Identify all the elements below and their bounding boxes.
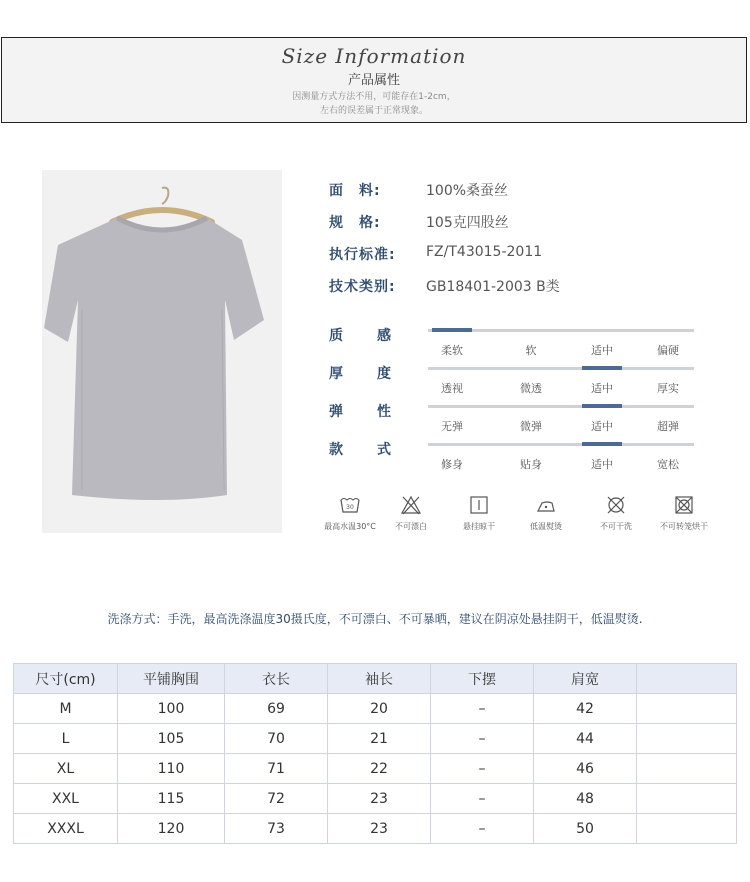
table-cell: XXXL [14, 814, 118, 844]
size-table-header-cell: 衣长 [225, 664, 328, 694]
table-cell: L [14, 724, 118, 754]
banner-note-line-2: 左右的误差属于正常现象。 [319, 106, 428, 116]
attribute-option: 微透 [520, 382, 542, 395]
spec-value: 105克四股丝 [426, 215, 509, 231]
attribute-label-char: 弹 [329, 404, 343, 420]
no-dry-clean-icon [581, 494, 651, 516]
table-cell: – [431, 784, 534, 814]
tshirt-illustration [42, 170, 282, 533]
table-cell: 21 [328, 724, 431, 754]
table-row [14, 754, 737, 784]
care-label: 低温熨烫 [530, 522, 562, 531]
table-cell [637, 784, 737, 814]
size-table-header-cell: 尺寸(cm) [14, 664, 118, 694]
attribute-option: 厚实 [657, 382, 679, 395]
attribute-label [329, 325, 391, 345]
table-cell: – [431, 814, 534, 844]
table-cell: 73 [225, 814, 328, 844]
care-label: 悬挂晾干 [463, 522, 495, 531]
no-tumble-dry-icon [649, 494, 719, 516]
table-cell: – [431, 754, 534, 784]
table-cell: 22 [328, 754, 431, 784]
attribute-option: 修身 [441, 458, 463, 471]
attribute-option: 超弹 [657, 420, 679, 433]
care-label: 不可漂白 [395, 522, 427, 531]
table-cell: M [14, 694, 118, 724]
attribute-label-char: 质 [329, 328, 343, 344]
attribute-label-char: 式 [377, 442, 391, 458]
banner-title: 产品属性 [347, 73, 400, 88]
attribute-label [329, 439, 391, 459]
attribute-option: 软 [525, 344, 537, 357]
care-item [581, 494, 651, 532]
attribute-track [428, 405, 694, 408]
banner-note-line-1: 因测量方式方法不用，可能存在1-2cm， [292, 92, 456, 102]
attribute-option: 透视 [441, 382, 463, 395]
attribute-track [428, 367, 694, 370]
care-item [511, 494, 581, 532]
attribute-option: 无弹 [441, 420, 463, 433]
table-cell: 44 [534, 724, 637, 754]
table-cell [637, 724, 737, 754]
care-item [649, 494, 719, 532]
size-table-header-cell: 下摆 [431, 664, 534, 694]
care-label: 不可转笼烘干 [660, 522, 708, 531]
banner-script-title: Size Information [281, 44, 467, 68]
table-row [14, 694, 737, 724]
attribute-option: 适中 [591, 420, 613, 433]
table-cell: 120 [118, 814, 225, 844]
table-cell: 115 [118, 784, 225, 814]
table-row [14, 784, 737, 814]
size-table-header-cell: 平铺胸围 [118, 664, 225, 694]
attribute-label-char: 度 [377, 366, 391, 382]
attribute-marker [432, 328, 472, 332]
attribute-marker [582, 442, 622, 446]
hang-dry-icon [444, 494, 514, 516]
table-cell: 72 [225, 784, 328, 814]
table-cell [637, 754, 737, 784]
attribute-option: 宽松 [657, 458, 679, 471]
attribute-track [428, 443, 694, 446]
table-cell: 70 [225, 724, 328, 754]
size-table-header-cell [637, 664, 737, 694]
table-cell: 105 [118, 724, 225, 754]
spec-key: 技术类别: [329, 279, 396, 295]
size-table-header-cell: 肩宽 [534, 664, 637, 694]
table-cell: XL [14, 754, 118, 784]
care-label: 不可干洗 [600, 522, 632, 531]
table-cell: XXL [14, 784, 118, 814]
no-bleach-icon [376, 494, 446, 516]
care-item [376, 494, 446, 532]
spec-value: 100%桑蚕丝 [426, 183, 509, 199]
table-cell: 69 [225, 694, 328, 724]
table-cell: 23 [328, 814, 431, 844]
table-row [14, 724, 737, 754]
table-cell: – [431, 694, 534, 724]
attribute-option: 柔软 [441, 344, 463, 357]
care-label: 最高水温30°C [324, 522, 376, 531]
attribute-label-char: 款 [329, 442, 343, 458]
table-cell: 48 [534, 784, 637, 814]
product-photo [42, 170, 282, 533]
attribute-option: 偏硬 [657, 344, 679, 357]
wash-instructions: 洗涤方式：手洗，最高洗涤温度30摄氏度，不可漂白、不可暴晒，建议在阴凉处悬挂阴干，低温熨烫. [107, 612, 643, 626]
attribute-track [428, 329, 694, 332]
table-cell: 20 [328, 694, 431, 724]
table-cell: 110 [118, 754, 225, 784]
attribute-option: 适中 [591, 458, 613, 471]
attribute-label [329, 401, 391, 421]
svg-text:30: 30 [346, 504, 354, 511]
table-cell: 100 [118, 694, 225, 724]
size-table-header [14, 664, 737, 694]
care-item [444, 494, 514, 532]
attribute-label-char: 性 [377, 404, 391, 420]
attribute-label [329, 363, 391, 383]
attribute-option: 适中 [591, 382, 613, 395]
table-cell: 46 [534, 754, 637, 784]
attribute-option: 适中 [591, 344, 613, 357]
wash-30-icon [315, 494, 385, 516]
spec-key: 执行标准: [329, 247, 396, 263]
table-cell [637, 694, 737, 724]
table-cell: 71 [225, 754, 328, 784]
spec-key: 面 料: [329, 183, 381, 199]
care-item [315, 494, 385, 532]
attribute-marker [582, 404, 622, 408]
table-cell [637, 814, 737, 844]
size-table [13, 663, 737, 844]
attribute-option: 微弹 [520, 420, 542, 433]
attribute-label-char: 感 [377, 328, 391, 344]
attribute-marker [582, 366, 622, 370]
table-cell: 23 [328, 784, 431, 814]
table-cell: – [431, 724, 534, 754]
attribute-option: 贴身 [520, 458, 542, 471]
spec-value: FZ/T43015-2011 [426, 244, 543, 260]
spec-key: 规 格: [329, 215, 381, 231]
low-iron-icon [511, 494, 581, 516]
table-cell: 42 [534, 694, 637, 724]
size-table-header-cell: 袖长 [328, 664, 431, 694]
table-cell: 50 [534, 814, 637, 844]
table-row [14, 814, 737, 844]
spec-value: GB18401-2003 B类 [426, 279, 560, 295]
attribute-label-char: 厚 [329, 366, 343, 382]
size-info-banner [1, 37, 747, 123]
